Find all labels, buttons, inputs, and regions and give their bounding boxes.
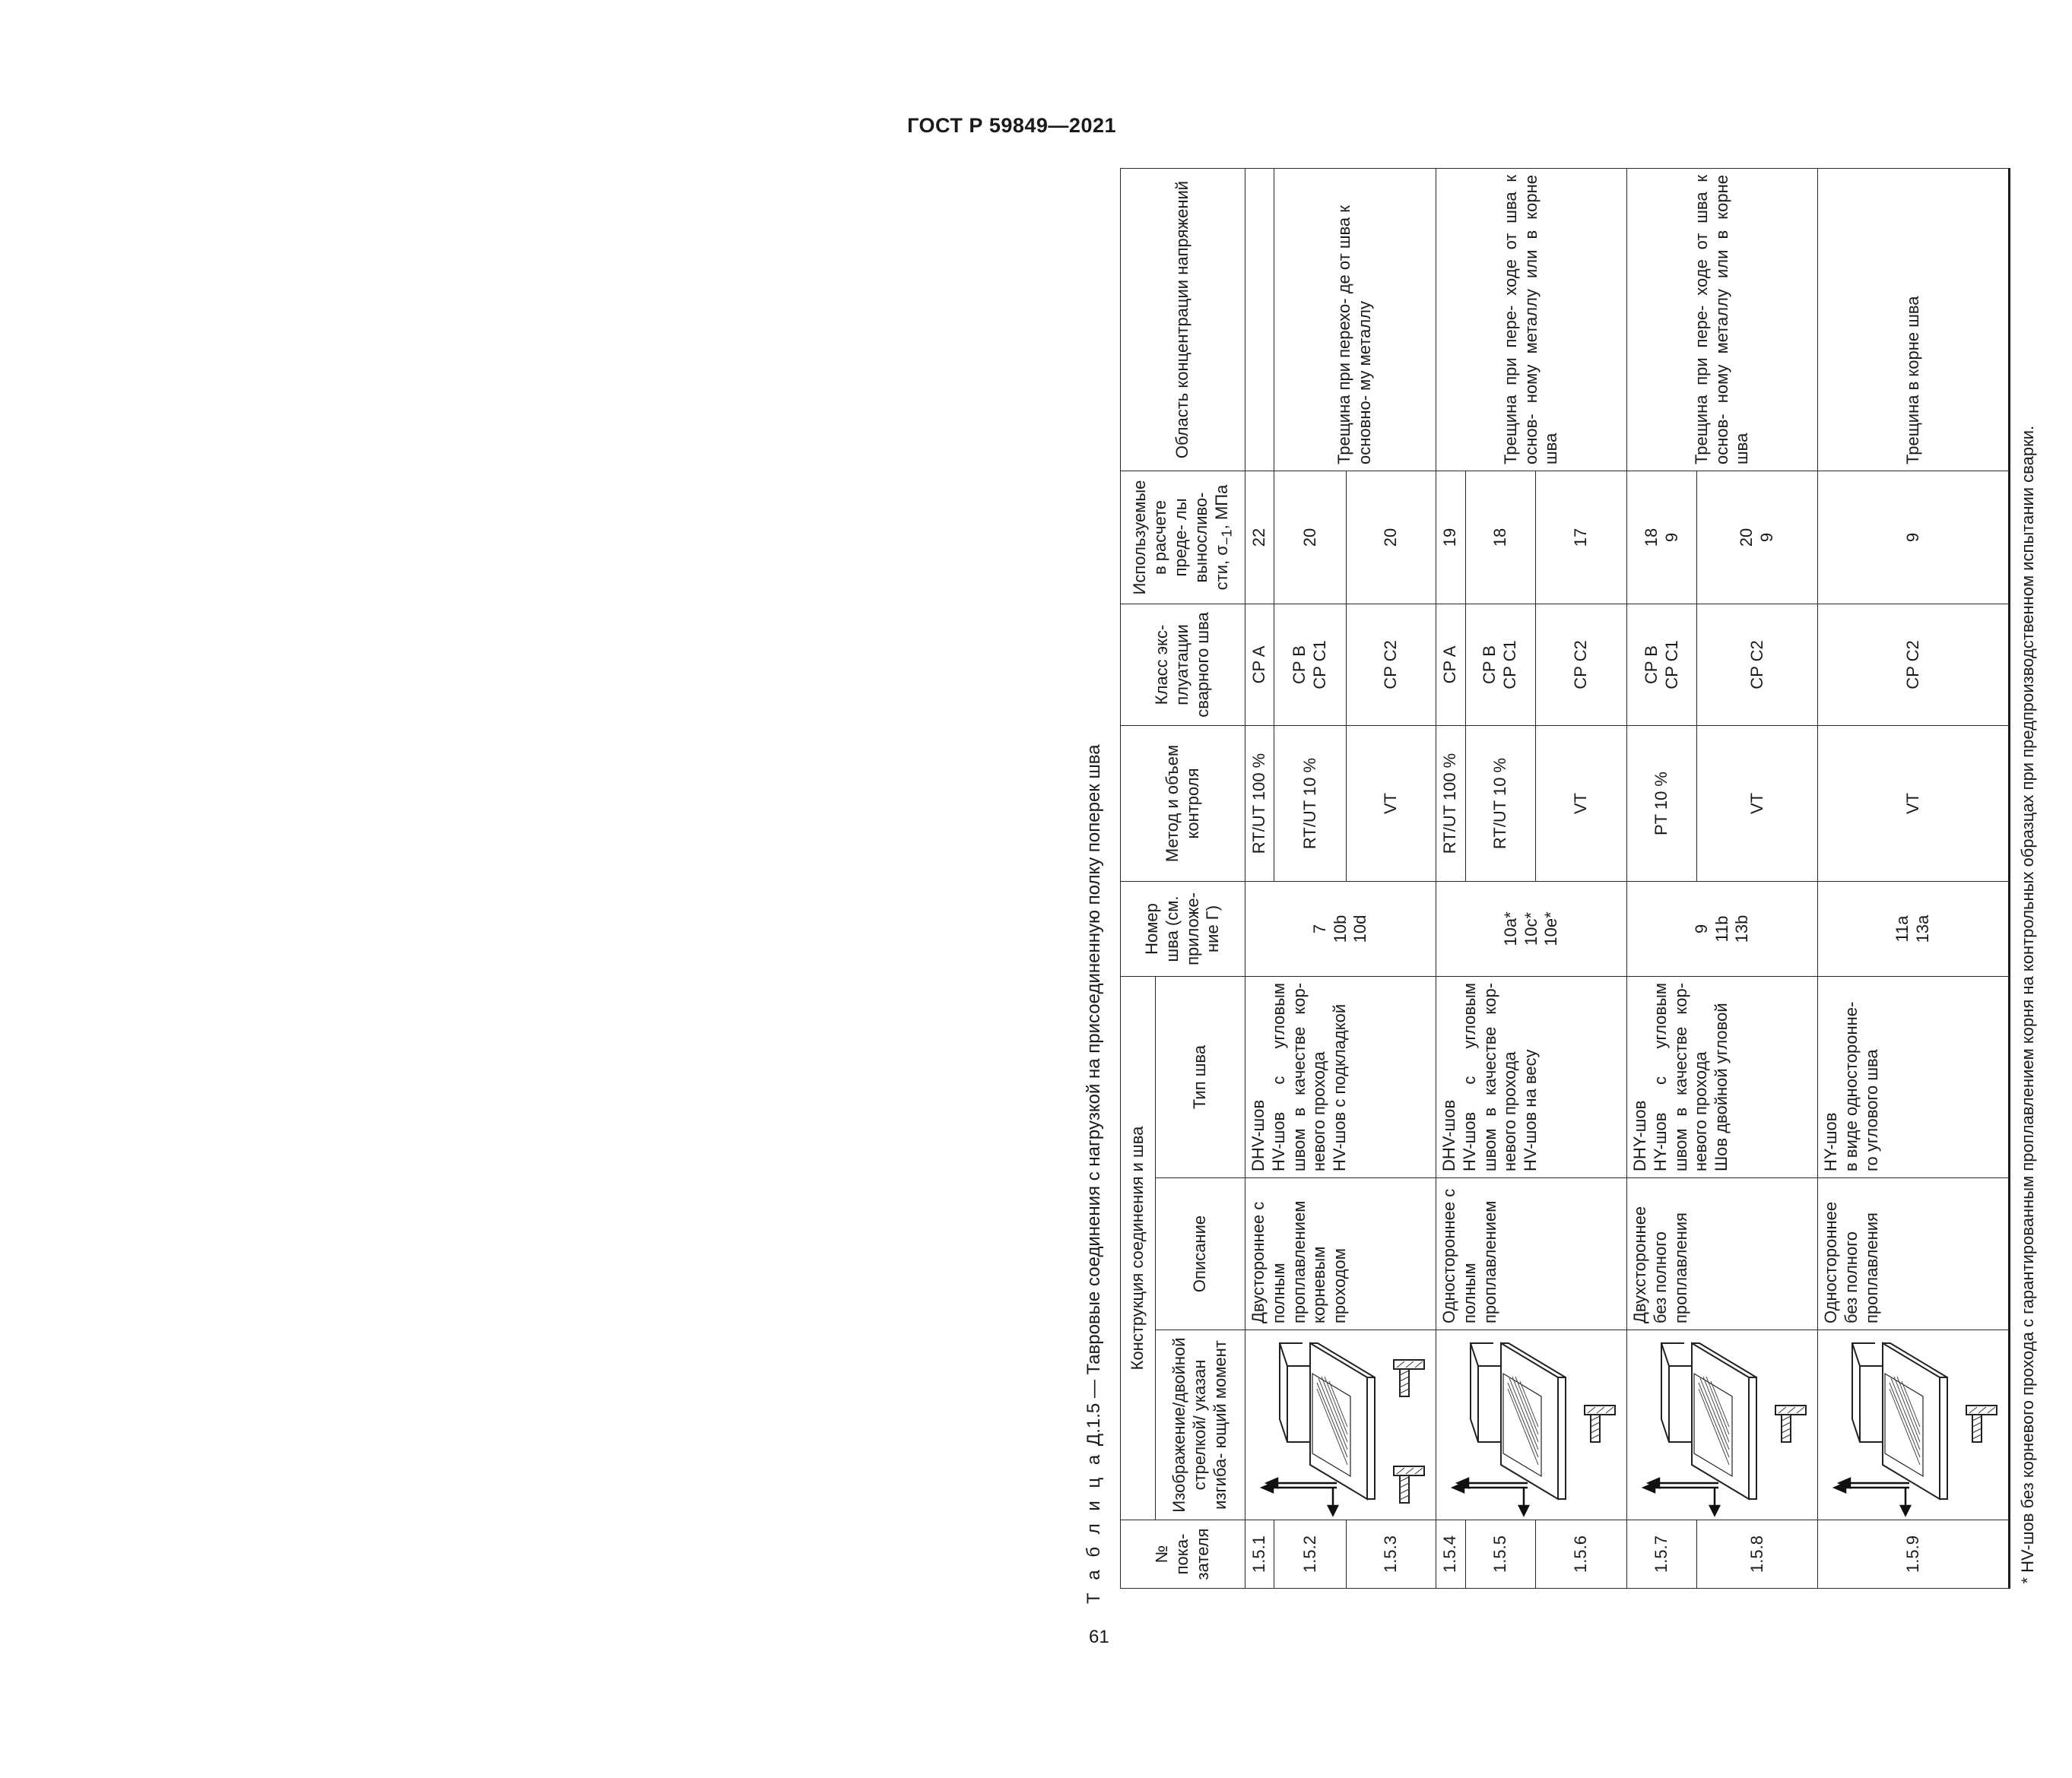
rotated-table-frame <box>1084 144 2072 1604</box>
class-cell <box>1627 604 1697 725</box>
double-sided-partial-penetration-t-joint-icon <box>1627 1330 1818 1520</box>
control-cell: RT/UT 100 % <box>1245 725 1274 881</box>
header-control: Метод и объем контроля <box>1121 725 1245 881</box>
weld-number-line: 11a <box>1893 915 1912 943</box>
weld-type-line: HV-шов с подкладкой <box>1330 1003 1350 1171</box>
document-standard-header: ГОСТ Р 59849—2021 <box>907 114 1116 137</box>
weld-type-cell <box>1818 976 2010 1177</box>
weld-type-cell <box>1627 976 1818 1177</box>
row-num: 1.5.6 <box>1535 1520 1626 1589</box>
fatigue-cell: 20 <box>1347 471 1436 604</box>
header-fatigue <box>1121 471 1245 604</box>
class-line: CP C1 <box>1310 640 1329 689</box>
weld-diagram-icon <box>1818 1332 2008 1519</box>
stress-area-cell <box>1245 168 1274 471</box>
row-num: 1.5.5 <box>1465 1520 1535 1589</box>
weld-number-cell <box>1436 881 1627 976</box>
stress-area-cell: Трещина при пере- ходе от шва к основ- ному металлу или в корне шва <box>1627 168 1818 471</box>
control-cell: VT <box>1697 725 1818 881</box>
row-num: 1.5.1 <box>1245 1520 1274 1589</box>
class-cell <box>1465 604 1535 725</box>
weld-number-line: 9 <box>1691 924 1711 934</box>
weld-number-line: 10e* <box>1541 911 1561 946</box>
fatigue-cell: 17 <box>1535 471 1626 604</box>
fatigue-line: 9 <box>1757 532 1777 543</box>
weld-number-line: 13a <box>1913 914 1932 943</box>
weld-number-cell <box>1245 881 1436 976</box>
weld-number-line: 10c* <box>1521 911 1541 946</box>
weld-type-line: HY-шов с угловым швом в качестве кор- невого прохода <box>1650 982 1711 1171</box>
class-cell: CP C2 <box>1697 604 1818 725</box>
double-sided-t-joint-weld-icon <box>1245 1330 1436 1520</box>
header-weld-type: Тип шва <box>1156 976 1245 1177</box>
description-cell: Одностороннее без полного проплавления <box>1818 1178 2010 1330</box>
fatigue-cell <box>1627 471 1697 604</box>
weld-number-cell <box>1818 881 2010 976</box>
control-cell: VT <box>1535 725 1626 881</box>
class-line: CP B <box>1641 645 1661 684</box>
description-cell: Одностороннее с полным проплавлением <box>1436 1178 1627 1330</box>
class-cell: CP C2 <box>1818 604 2010 725</box>
control-cell: PT 10 % <box>1627 725 1697 881</box>
weld-type-line: HV-шов на весу <box>1521 1049 1541 1171</box>
class-cell: CP C2 <box>1347 604 1436 725</box>
header-stress-area: Область концентрации напряжений <box>1121 168 1245 471</box>
fatigue-cell: 9 <box>1818 471 2010 604</box>
fatigue-line: 9 <box>1661 532 1681 543</box>
row-num: 1.5.3 <box>1347 1520 1436 1589</box>
weld-number-line: 13b <box>1732 914 1752 943</box>
table-caption <box>1084 744 1105 1604</box>
weld-type-line: DHV-шов <box>1249 1099 1268 1171</box>
header-image: Изображение/двойной стрелкой/ указан изгиба- ющий момент <box>1156 1330 1245 1520</box>
control-cell: RT/UT 10 % <box>1274 725 1347 881</box>
class-line: CP C1 <box>1500 640 1520 689</box>
weld-number-line: 10a* <box>1500 911 1520 946</box>
header-class: Класс экс- плуатации сварного шва <box>1121 604 1245 725</box>
fatigue-cell: 20 <box>1274 471 1347 604</box>
control-cell: RT/UT 10 % <box>1465 725 1535 881</box>
header-construction: Конструкция соединения и шва <box>1121 976 1156 1520</box>
weld-type-line: DHY-шов <box>1630 1100 1649 1171</box>
description-cell: Двухстороннее без полного проплавления <box>1627 1178 1818 1330</box>
control-cell: VT <box>1347 725 1436 881</box>
table-footnote: * HV-шов без корневого прохода с гарантированным проплавлением корня на контрольных образцах при предпроизводственном испытании сварки. <box>2010 168 2046 1588</box>
header-weld-number: Номер шва (см. приложе- ние Г) <box>1121 881 1245 976</box>
control-cell: VT <box>1818 725 2010 881</box>
weld-type-line: в виде односторонне- го углового шва <box>1841 1001 1881 1171</box>
header-num: № пока- зателя <box>1121 1520 1245 1589</box>
weld-number-line: 7 <box>1309 924 1329 934</box>
stress-area-cell: Трещина при пере- ходе от шва к основ- ному металлу или в корне шва <box>1436 168 1627 471</box>
class-line: CP B <box>1290 645 1309 684</box>
header-fatigue-text: Используемые в расчете преде- лы выносливо- сти, σ <box>1130 480 1231 595</box>
page-number: 61 <box>1089 1627 1109 1647</box>
description-cell: Двустороннее с полным проплавлением корневым проходом <box>1245 1178 1436 1330</box>
class-cell: CP A <box>1436 604 1466 725</box>
weld-type-line: HV-шов с угловым швом в качестве кор- невого прохода <box>1268 982 1329 1171</box>
weld-diagram-icon <box>1436 1332 1626 1519</box>
class-cell: CP A <box>1245 604 1274 725</box>
weld-type-line: Шов двойной угловой <box>1712 1003 1731 1171</box>
fatigue-cell: 22 <box>1245 471 1274 604</box>
weld-type-line: HY-шов <box>1821 1112 1840 1171</box>
fatigue-cell <box>1697 471 1818 604</box>
fatigue-cell: 19 <box>1436 471 1466 604</box>
weld-diagram-icon <box>1627 1332 1817 1519</box>
row-num: 1.5.4 <box>1436 1520 1466 1589</box>
header-fatigue-subscript: −1 <box>1218 529 1235 546</box>
table-caption-text: Д.1.5 — Тавровые соединения с нагрузкой на присоединенную полку поперек шва <box>1084 744 1104 1447</box>
header-fatigue-unit: , МПа <box>1211 484 1231 530</box>
control-cell: RT/UT 100 % <box>1436 725 1466 881</box>
weld-type-cell <box>1436 976 1627 1177</box>
weld-number-cell <box>1627 881 1818 976</box>
weld-number-line: 11b <box>1712 915 1731 943</box>
row-num: 1.5.8 <box>1697 1520 1818 1589</box>
stress-area-cell: Трещина в корне шва <box>1818 168 2010 471</box>
fatigue-cell: 18 <box>1465 471 1535 604</box>
header-description: Описание <box>1156 1178 1245 1330</box>
fatigue-line: 18 <box>1641 528 1661 547</box>
fatigue-line: 20 <box>1737 528 1756 547</box>
single-sided-full-penetration-t-joint-icon <box>1436 1330 1627 1520</box>
row-num: 1.5.9 <box>1818 1520 2010 1589</box>
row-num: 1.5.7 <box>1627 1520 1697 1589</box>
weld-number-line: 10b <box>1330 914 1350 943</box>
weld-number-line: 10d <box>1350 914 1370 943</box>
class-cell: CP C2 <box>1535 604 1626 725</box>
weld-type-cell <box>1245 976 1436 1177</box>
table-caption-label: Т а б л и ц а <box>1084 1450 1104 1604</box>
weld-joints-table <box>1120 168 2046 1589</box>
class-line: CP C1 <box>1661 640 1681 689</box>
class-line: CP B <box>1480 645 1499 684</box>
weld-type-line: HV-шов с угловым швом в качестве кор- невого прохода <box>1459 982 1520 1171</box>
single-sided-partial-penetration-t-joint-icon <box>1818 1330 2010 1520</box>
weld-type-line: DHV-шов <box>1439 1099 1458 1171</box>
class-cell <box>1274 604 1347 725</box>
row-num: 1.5.2 <box>1274 1520 1347 1589</box>
weld-diagram-icon <box>1245 1332 1436 1519</box>
stress-area-cell: Трещина при перехо- де от шва к основно- му металлу <box>1274 168 1436 471</box>
